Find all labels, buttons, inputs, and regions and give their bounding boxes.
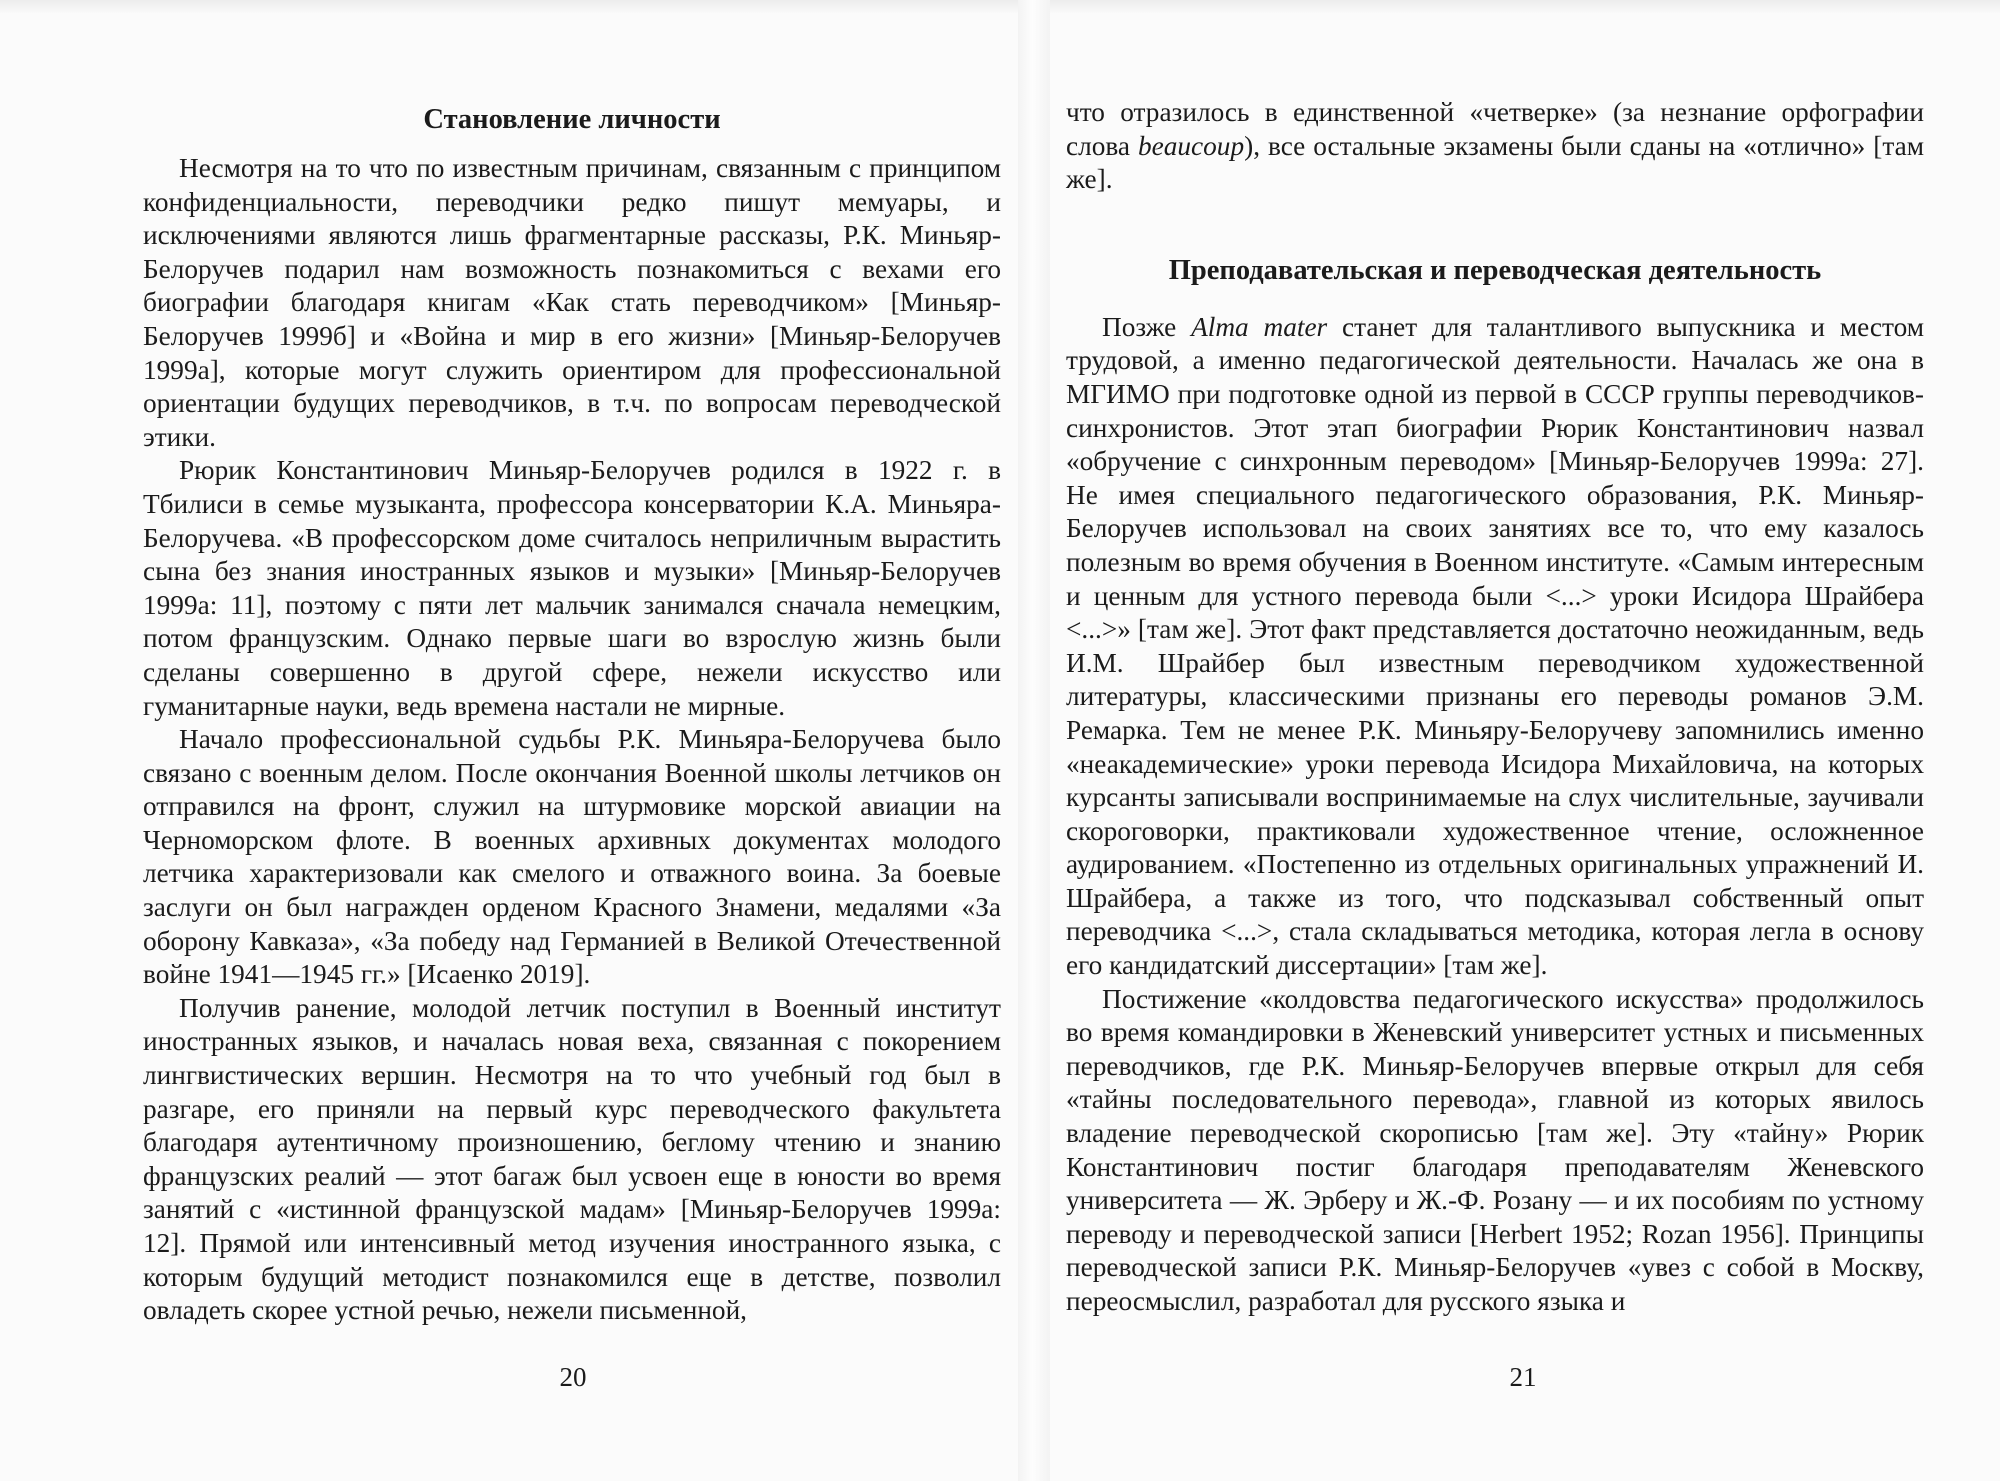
continued-paragraph: что отразилось в единственной «четверке» (за незнание орфографии слова beaucoup), все остальные экзамены были сданы на «отлично» [там же].: [1066, 97, 1924, 195]
paragraph: Получив ранение, молодой летчик поступил в Военный институт иностранных языков, и началась новая веха, связанная с покорением лингвистических вершин. Несмотря на то что учебный год был в разгаре, его приняли на первый курс переводческого факультета благодаря аутентичному произношению, беглому чтению и знанию французских реалий — этот багаж был усвоен еще в юности во время занятий с «истинной французской мадам» [Миньяр-Белоручев 1999а: 12]. Прямой или интенсивный метод изучения иностранного языка, с которым будущий методист познакомился еще в детстве, позволил овладеть скорее устной речью, нежели письменной,: [143, 992, 1001, 1326]
page-number: 20: [559, 1362, 587, 1392]
paragraph: Рюрик Константинович Миньяр-Белоручев родился в 1922 г. в Тбилиси в семье музыканта, профессора консерватории К.А. Миньяра-Белоручева. «В профессорском доме считалось неприличным вырастить сына без знания иностранных языков и музыки» [Миньяр-Белоручев 1999а: 11], поэтому с пяти лет мальчик занимался сначала немецким, потом французским. Однако первые шаги во взрослую жизнь были сделаны совершенно в другой сфере, нежели искусство или гуманитарные науки, ведь времена настали не мирные.: [143, 455, 1001, 721]
right-text-column: [1066, 96, 1924, 1319]
section-heading-personality: Становление личности: [423, 104, 721, 135]
italic-word: beaucoup: [1137, 130, 1245, 161]
page-number: 21: [1509, 1362, 1537, 1392]
page-edge-shadow: [1050, 0, 2000, 14]
left-text-column: [143, 102, 1001, 1328]
right-page: [1050, 0, 2000, 1481]
book-gutter: [1018, 0, 1050, 1481]
paragraph: Постижение «колдовства педагогического искусства» продолжилось во время командировки в Женевский университет устных и письменных переводчиков, где Р.К. Миньяр-Белоручев впервые открыл для себя «тайны последовательного перевода», главной из которых явилось владение переводческой скорописью [там же]. Эту «тайну» Рюрик Константинович постиг благодаря преподавателям Женевского университета — Ж. Эрберу и Ж.-Ф. Розану — и их пособиям по устному переводу и переводческой записи [Herbert 1952; Rozan 1956]. Принципы переводческой записи Р.К. Миньяр-Белоручев «увез с собой в Москву, переосмыслил, разработал для русского языка и: [1066, 983, 1924, 1316]
paragraph: Несмотря на то что по известным причинам, связанным с принципом конфиденциальности, переводчики редко пишут мемуары, и исключениями являются лишь фрагментарные рассказы, Р.К. Миньяр-Белоручев подарил нам возможность познакомиться с вехами его биографии благодаря книгам «Как стать переводчиком» [Миньяр-Белоручев 1999б] и «Война и мир в его жизни» [Миньяр-Белоручев 1999а], которые могут служить ориентиром для профессиональной ориентации будущих переводчиков, в т.ч. по вопросам переводческой этики.: [143, 153, 1001, 452]
section-heading-teaching: Преподавательская и переводческая деятельность: [1168, 254, 1822, 286]
italic-phrase: Alma mater: [1191, 311, 1328, 342]
paragraph: Позже Alma mater станет для талантливого выпускника и местом трудовой, а именно педагогической деятельности. Началась же она в МГИМО при подготовке одной из первой в СССР группы переводчиков-синхронистов. Этот этап биографии Рюрик Константинович назвал «обручение с синхронным переводом» [Миньяр-Белоручев 1999а: 27]. Не имея специального педагогического образования, Р.К. Миньяр-Белоручев использовал на своих занятиях все то, что ему казалось полезным во время обучения в Военном институте. «Самым интересным и ценным для устного перевода были <...> уроки Исидора Шрайбера <...>» [там же]. Этот факт представляется достаточно неожиданным, ведь И.М. Шрайбер был известным переводчиком художественной литературы, классическими признаны его переводы романов Э.М. Ремарка. Тем не менее Р.К. Миньяру-Белоручеву запомнились именно «неакадемические» уроки перевода Исидора Михайловича, на которых курсанты записывали воспринимаемые на слух числительные, заучивали скороговорки, практиковали художественное чтение, осложненное аудированием. «Постепенно из отдельных оригинальных упражнений И. Шрайбера, а также из того, что подсказывал собственный опыт переводчика <...>, стала складываться методика, которая легла в основу его кандидатский диссертации» [там же].: [1066, 311, 1924, 981]
paragraph: Начало профессиональной судьбы Р.К. Миньяра-Белоручева было связано с военным делом. После окончания Военной школы летчиков он отправился на фронт, служил на штурмовике морской авиации на Черноморском флоте. В военных архивных документах молодого летчика характеризовали как смелого и отважного воина. За боевые заслуги он был награжден орденом Красного Знамени, медалями «За оборону Кавказа», «За победу над Германией в Великой Отечественной войне 1941—1945 гг.» [Исаенко 2019].: [143, 724, 1001, 990]
page-edge-shadow: [0, 0, 1018, 14]
